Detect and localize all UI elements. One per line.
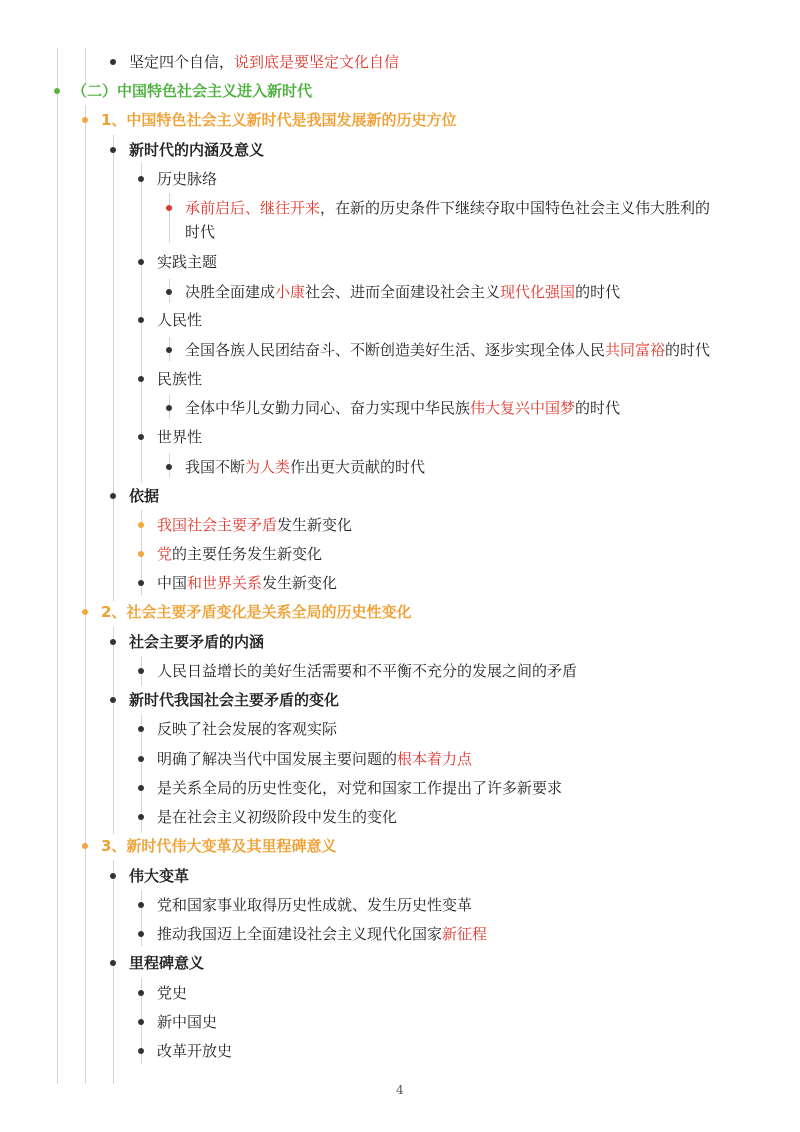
subsection-heading: 2、社会主要矛盾变化是关系全局的历史性变化 bbox=[101, 603, 412, 621]
list-item: 我国不断为人类作出更大贡献的时代 bbox=[185, 458, 426, 476]
tree-guide-line bbox=[57, 48, 58, 1084]
list-item: 坚定四个自信，说到底是要坚定文化自信 bbox=[129, 53, 400, 71]
bullet-icon bbox=[110, 59, 116, 65]
list-item: 是关系全局的历史性变化，对党和国家工作提出了许多新要求 bbox=[157, 779, 563, 797]
bullet-icon bbox=[110, 639, 116, 645]
list-item: 人民日益增长的美好生活需要和不平衡不充分的发展之间的矛盾 bbox=[157, 662, 578, 680]
section-heading: （二）中国特色社会主义进入新时代 bbox=[72, 82, 313, 100]
bullet-icon bbox=[138, 551, 144, 557]
topic-heading: 新时代我国社会主要矛盾的变化 bbox=[129, 691, 340, 709]
bullet-icon bbox=[166, 347, 172, 353]
list-item: 明确了解决当代中国发展主要问题的根本着力点 bbox=[157, 750, 473, 768]
list-item: 反映了社会发展的客观实际 bbox=[157, 720, 338, 738]
bullet-icon bbox=[138, 522, 144, 528]
bullet-icon bbox=[138, 1019, 144, 1025]
list-item: 全体中华儿女勤力同心、奋力实现中华民族伟大复兴中国梦的时代 bbox=[185, 399, 621, 417]
bullet-icon bbox=[138, 580, 144, 586]
tree-guide-line bbox=[85, 105, 86, 1084]
list-item: 党和国家事业取得历史性成就、发生历史性变革 bbox=[157, 896, 473, 914]
bullet-icon bbox=[110, 960, 116, 966]
bullet-icon bbox=[110, 697, 116, 703]
list-item: 中国和世界关系发生新变化 bbox=[157, 574, 338, 592]
tree-guide-line bbox=[85, 48, 86, 84]
list-item: 承前启后、继往开来，在新的历史条件下继续夺取中国特色社会主义伟大胜利的 bbox=[185, 199, 711, 217]
bullet-icon bbox=[138, 1048, 144, 1054]
bullet-icon bbox=[166, 405, 172, 411]
tree-guide-line bbox=[113, 627, 114, 834]
bullet-icon bbox=[138, 990, 144, 996]
bullet-icon bbox=[138, 931, 144, 937]
tree-guide-line bbox=[141, 890, 142, 946]
bullet-icon bbox=[166, 205, 172, 211]
list-item: 党的主要任务发生新变化 bbox=[157, 545, 323, 563]
bullet-icon bbox=[138, 259, 144, 265]
topic-heading: 社会主要矛盾的内涵 bbox=[129, 633, 265, 651]
page-number: 4 bbox=[396, 1083, 404, 1097]
bullet-icon bbox=[138, 668, 144, 674]
topic-heading: 新时代的内涵及意义 bbox=[129, 141, 265, 159]
list-item: 是在社会主义初级阶段中发生的变化 bbox=[157, 808, 398, 826]
bullet-icon bbox=[138, 376, 144, 382]
tree-guide-line bbox=[113, 860, 114, 1084]
bullet-icon bbox=[82, 843, 88, 849]
subsection-heading: 1、中国特色社会主义新时代是我国发展新的历史方位 bbox=[101, 111, 457, 129]
list-item: 全国各族人民团结奋斗、不断创造美好生活、逐步实现全体人民共同富裕的时代 bbox=[185, 341, 711, 359]
bullet-icon bbox=[138, 756, 144, 762]
bullet-icon bbox=[138, 814, 144, 820]
bullet-icon bbox=[138, 317, 144, 323]
list-item: 民族性 bbox=[157, 370, 203, 388]
subsection-heading: 3、新时代伟大变革及其里程碑意义 bbox=[101, 837, 337, 855]
list-item: 推动我国迈上全面建设社会主义现代化国家新征程 bbox=[157, 925, 488, 943]
bullet-icon bbox=[138, 434, 144, 440]
topic-heading: 里程碑意义 bbox=[129, 954, 205, 972]
bullet-icon bbox=[82, 609, 88, 615]
bullet-icon bbox=[54, 88, 60, 94]
list-item: 历史脉络 bbox=[157, 170, 218, 188]
list-item: 决胜全面建成小康社会、进而全面建设社会主义现代化强国的时代 bbox=[185, 283, 621, 301]
topic-heading: 伟大变革 bbox=[129, 867, 190, 885]
topic-heading: 依据 bbox=[129, 487, 160, 505]
bullet-icon bbox=[110, 873, 116, 879]
bullet-icon bbox=[138, 902, 144, 908]
list-item: 我国社会主要矛盾发生新变化 bbox=[157, 516, 353, 534]
bullet-icon bbox=[138, 176, 144, 182]
list-item: 改革开放史 bbox=[157, 1042, 233, 1060]
bullet-icon bbox=[110, 493, 116, 499]
bullet-icon bbox=[138, 726, 144, 732]
tree-guide-line bbox=[113, 135, 114, 601]
list-item: 实践主题 bbox=[157, 253, 218, 271]
bullet-icon bbox=[138, 785, 144, 791]
list-item: 人民性 bbox=[157, 311, 203, 329]
bullet-icon bbox=[166, 289, 172, 295]
bullet-icon bbox=[82, 117, 88, 123]
bullet-icon bbox=[110, 147, 116, 153]
list-item: 党史 bbox=[157, 984, 188, 1002]
bullet-icon bbox=[166, 464, 172, 470]
tree-guide-line bbox=[169, 193, 170, 243]
list-item: 世界性 bbox=[157, 428, 203, 446]
list-item-continuation: 时代 bbox=[185, 223, 216, 241]
list-item: 新中国史 bbox=[157, 1013, 218, 1031]
